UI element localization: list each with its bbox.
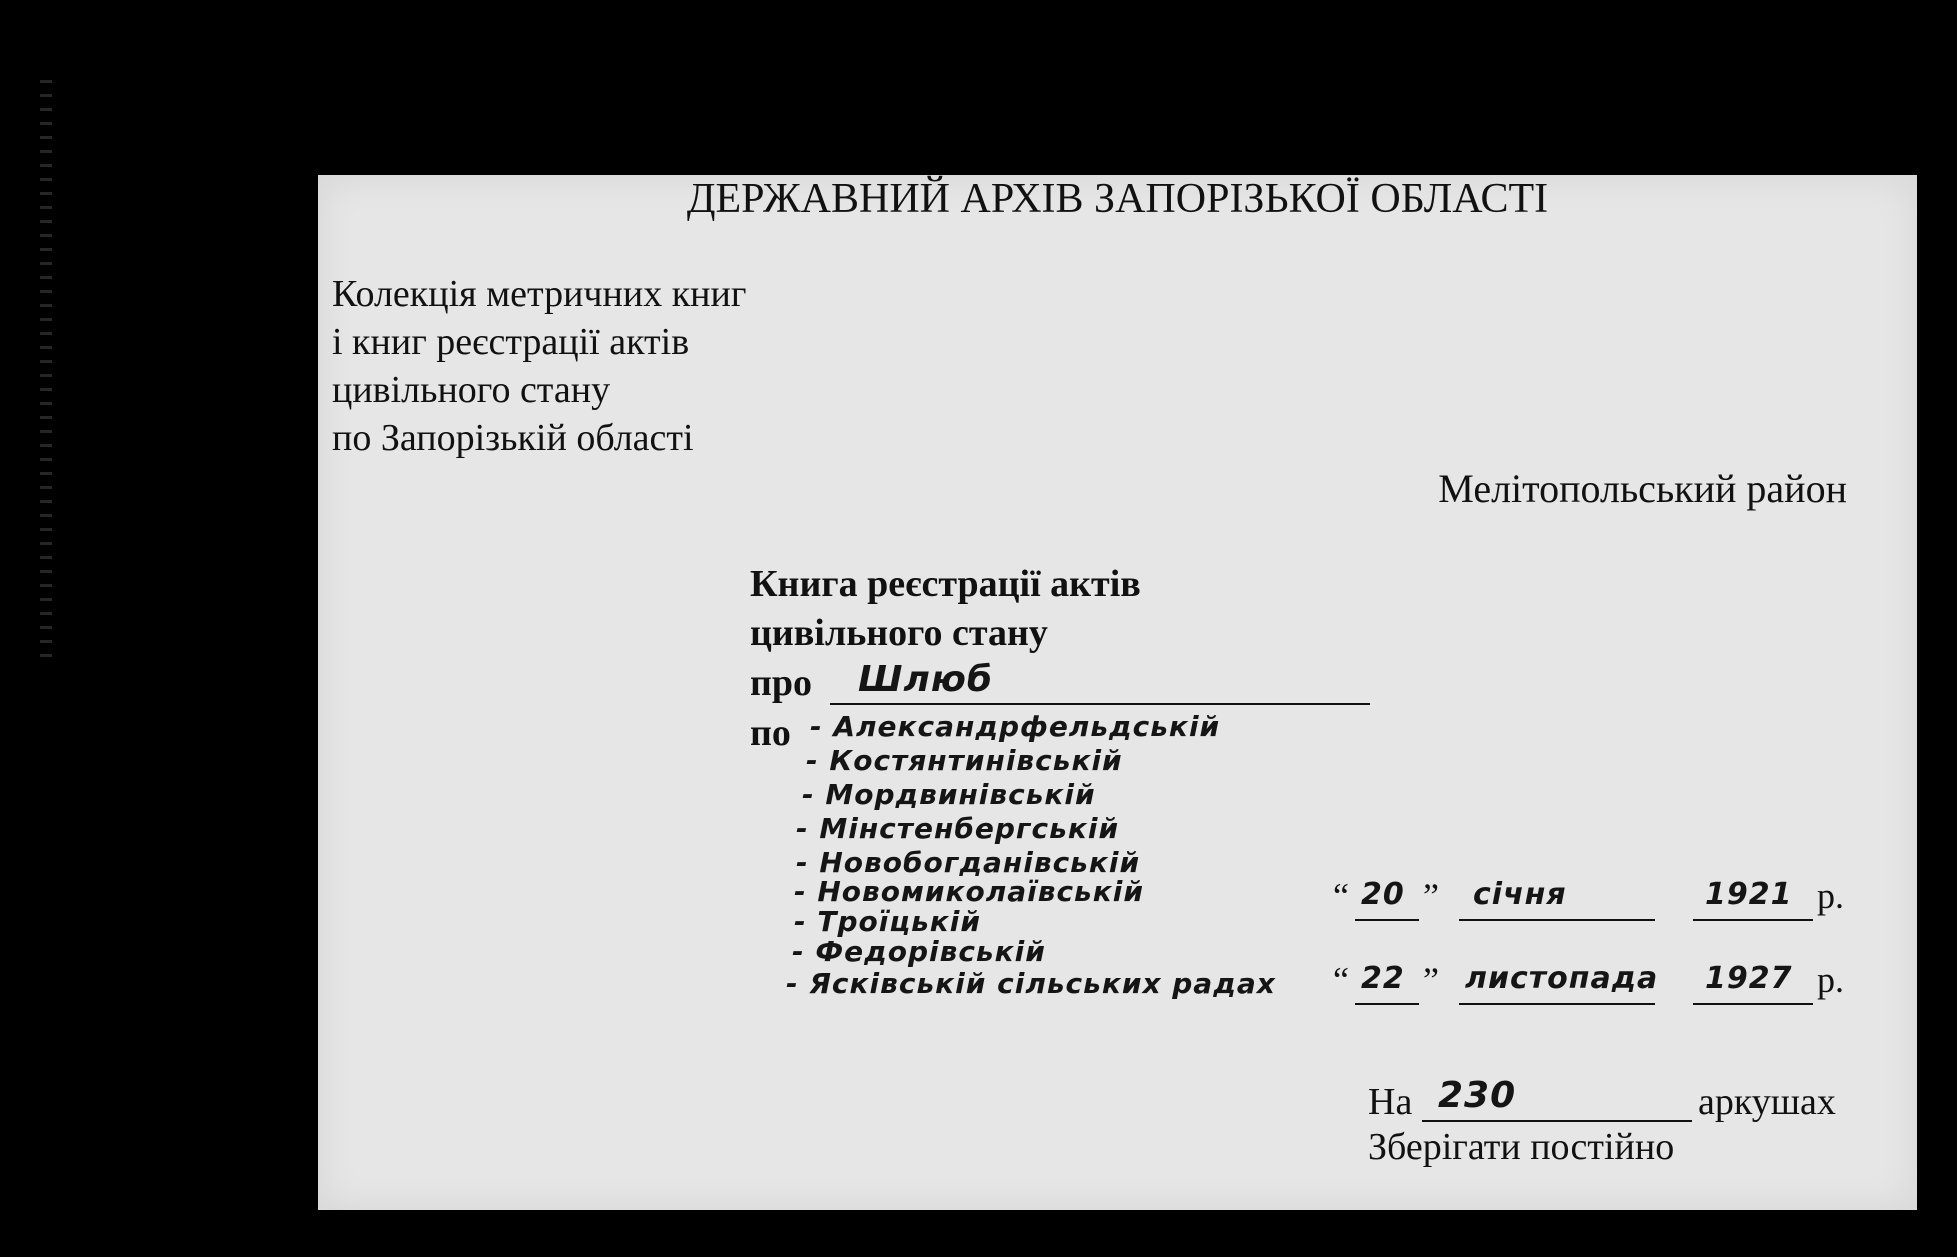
council-entry: - Троїцькій [794, 905, 982, 938]
council-entry: - Новобогданівській [796, 846, 1141, 879]
council-entry: - Федорівській [792, 935, 1046, 968]
about-label: про [750, 662, 813, 704]
sheets-count-handwritten: 230 [1438, 1075, 1517, 1116]
collection-line: Колекція метричних книг [332, 273, 747, 315]
book-title-line: цивільного стану [750, 612, 1048, 654]
start-year-suffix: р. [1817, 876, 1844, 916]
book-title-line: Книга реєстрації актів [750, 563, 1141, 605]
collection-block [332, 270, 746, 462]
start-month: січня [1473, 877, 1567, 912]
end-day: 22 [1361, 961, 1405, 996]
sheets-label: На [1368, 1081, 1413, 1123]
end-year: 1927 [1705, 961, 1793, 996]
start-date-row: “ 20 ” січня 1921 р. [1333, 875, 1893, 925]
council-entry: - Александрфельдській [810, 710, 1221, 743]
end-date-row: “ 22 ” листопада 1927 р. [1333, 959, 1893, 1009]
collection-line: і книг реєстрації актів [332, 321, 690, 363]
council-entry: - Новомиколаївській [794, 875, 1144, 908]
archive-header: ДЕРЖАВНИЙ АРХІВ ЗАПОРІЗЬКОЇ ОБЛАСТІ [686, 176, 1549, 222]
about-underline [830, 703, 1370, 705]
retention-note: Зберігати постійно [1368, 1126, 1675, 1168]
collection-line: цивільного стану [332, 369, 611, 411]
by-label: по [750, 712, 791, 754]
end-year-suffix: р. [1817, 960, 1844, 1000]
film-edge-marks [40, 80, 52, 660]
end-month: листопада [1465, 961, 1659, 996]
start-day: 20 [1361, 877, 1405, 912]
book-title [750, 560, 1141, 658]
about-value-handwritten: Шлюб [858, 659, 993, 700]
collection-line: по Запорізькій області [332, 417, 694, 459]
archive-card [318, 175, 1917, 1210]
council-entry: - Костянтинівській [806, 744, 1123, 777]
sheets-unit: аркушах [1698, 1081, 1836, 1123]
start-year: 1921 [1705, 877, 1793, 912]
council-entry: - Мінстенбергській [796, 812, 1120, 845]
council-entry: - Ясківській сільських радах [786, 967, 1276, 1000]
district-name: Мелітопольський район [1438, 466, 1847, 511]
council-entry: - Мордвинівській [802, 778, 1096, 811]
sheets-underline [1422, 1120, 1692, 1122]
